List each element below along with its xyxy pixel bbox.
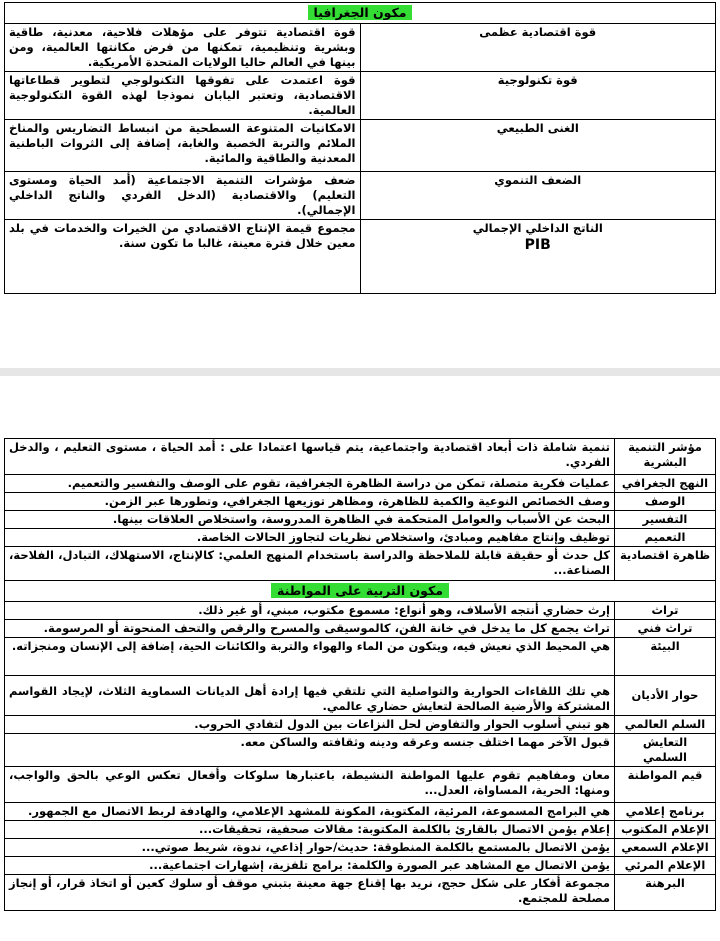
- term-cell: ظاهرة اقتصادية: [615, 547, 716, 581]
- definition-cell: عمليات فكرية متصلة، تمكن من دراسة الظاهرة الجغرافية، تقوم على الوصف والتفسير والتعميم.: [5, 475, 615, 493]
- geography-table: [4, 2, 716, 294]
- term-cell: قوة تكنولوجية: [360, 72, 716, 120]
- term-cell: قيم المواطنة: [615, 767, 716, 803]
- page-bottom: [0, 376, 720, 941]
- definition-cell: هي المحيط الذي نعيش فيه، ويتكون من الماء والهواء والتربة والكائنات الحية، إضافة إلى الإنسان ومنجزاته.: [5, 638, 615, 676]
- table-row: [5, 803, 716, 821]
- term-abbreviation: PIB: [524, 237, 551, 253]
- page-top: [0, 0, 720, 368]
- table-row: [5, 821, 716, 839]
- term-cell: الإعلام السمعي: [615, 839, 716, 857]
- definition-cell: قبول الآخر مهما اختلف جنسه وعرقه ودينه وثقافته والساكن معه.: [5, 734, 615, 767]
- term-cell: التعميم: [615, 529, 716, 547]
- term-cell: الوصف: [615, 493, 716, 511]
- definition-cell: الامكانيات المتنوعة السطحية من انبساط التضاريس والمناخ الملائم والتربة الخصبة والغابة، إضافة إلى الثروات الباطنية المعدنية والطاقية والمائية.: [5, 120, 361, 172]
- table-row: [5, 602, 716, 620]
- term-cell: تراث فني: [615, 620, 716, 638]
- table-row: [5, 767, 716, 803]
- definition-cell: تنمية شاملة ذات أبعاد اقتصادية واجتماعية، يتم قياسها اعتمادا على : أمد الحياة ، مستوى التعليم ، والدخل الفردي.: [5, 439, 615, 475]
- definition-cell: مجموع قيمة الإنتاج الاقتصادي من الخيرات والخدمات في بلد معين خلال فترة معينة، غالبا ما تكون سنة.: [5, 220, 361, 294]
- term-cell: البرهنة: [615, 875, 716, 911]
- definition-cell: مجموعة أفكار على شكل حجج، نريد بها إقناع جهة معينة بتبني موقف أو سلوك كعين أو اتخاذ قرار، أو إنجاز مصلحة للمجتمع.: [5, 875, 615, 911]
- table-row: [5, 620, 716, 638]
- table-row: [5, 547, 716, 581]
- term-cell: التعايش السلمي: [615, 734, 716, 767]
- term-cell: البيئة: [615, 638, 716, 676]
- table-row: [5, 716, 716, 734]
- term-cell: الإعلام المكتوب: [615, 821, 716, 839]
- definition-cell: قوة اقتصادية تتوفر على مؤهلات فلاحية، معدنية، طاقية وبشرية وتنظيمية، تمكنها من فرض مكانتها العالمية، ومن بينها في العالم حاليا الولايات المتحدة الأمريكية.: [5, 24, 361, 72]
- table-row: [5, 475, 716, 493]
- term-cell: التفسير: [615, 511, 716, 529]
- table-row: [5, 839, 716, 857]
- table-row: [5, 857, 716, 875]
- table-row: [5, 875, 716, 911]
- page-separator: [0, 368, 720, 376]
- definition-cell: البحث عن الأسباب والعوامل المتحكمة في الظاهرة المدروسة، واستخلاص العلاقات بينها.: [5, 511, 615, 529]
- term-text: الناتج الداخلي الإجمالي: [472, 221, 603, 235]
- term-cell: النهج الجغرافي: [615, 475, 716, 493]
- table-row: [5, 172, 716, 220]
- definition-cell: كل حدث أو حقيقة قابلة للملاحظة والدراسة باستخدام المنهج العلمي: كالإنتاج، الاستهلاك، التبادل، الفلاحة، الصناعة...: [5, 547, 615, 581]
- section-title-cell: [5, 581, 716, 602]
- definition-cell: تراث يجمع كل ما يدخل في خانة الفن، كالموسيقى والمسرح والرقص والتحف المنحوتة أو المرسومة.: [5, 620, 615, 638]
- definition-cell: معان ومفاهيم تقوم عليها المواطنة النشيطة، باعتبارها سلوكات وأفعال تعكس الوعي بالحق والواجب، ومنها: الحرية، المساواة، العدل...: [5, 767, 615, 803]
- term-cell: برنامج إعلامي: [615, 803, 716, 821]
- table-row: [5, 493, 716, 511]
- table-row: [5, 24, 716, 72]
- section-title: مكون الجغرافيا: [308, 5, 413, 20]
- term-cell: [360, 220, 716, 294]
- definition-cell: وصف الخصائص النوعية والكمية للظاهرة، ومظاهر توزيعها الجغرافي، وتطورها عبر الزمن.: [5, 493, 615, 511]
- definition-cell: هي البرامج المسموعة، المرئية، المكتوبة، المكونة للمشهد الإعلامي، والهادفة لربط الاتصال مع الجمهور.: [5, 803, 615, 821]
- definition-cell: إعلام يؤمن الاتصال بالقارئ بالكلمة المكتوبة: مقالات صحفية، تحقيقات...: [5, 821, 615, 839]
- table-row: [5, 439, 716, 475]
- definition-cell: يؤمن الاتصال مع المشاهد عبر الصورة والكلمة: برامج تلفزية، إشهارات اجتماعية...: [5, 857, 615, 875]
- table-row: [5, 120, 716, 172]
- section-title-cell: [5, 3, 716, 24]
- term-cell: مؤشر التنمية البشرية: [615, 439, 716, 475]
- citizenship-table: [4, 438, 716, 911]
- term-cell: حوار الأديان: [615, 676, 716, 716]
- definition-cell: هي تلك اللقاءات الحوارية والتواصلية التي تلتقي فيها إرادة أهل الديانات السماوية الثلاث، لإيجاد القواسم المشتركة والأرضية الصالحة لتعايش حضاري عالمي.: [5, 676, 615, 716]
- table-row: [5, 529, 716, 547]
- term-cell: الضعف التنموي: [360, 172, 716, 220]
- definition-cell: إرث حضاري أنتجه الأسلاف، وهو أنواع: مسموع مكتوب، مبني، أو غير ذلك.: [5, 602, 615, 620]
- definition-cell: يؤمن الاتصال بالمستمع بالكلمة المنطوقة: حديث/حوار إذاعي، ندوة، شريط صوتي...: [5, 839, 615, 857]
- section-title: مكون التربية على المواطنة: [271, 583, 449, 598]
- definition-cell: هو تبني أسلوب الحوار والتفاوض لحل النزاعات بين الدول لتفادي الحروب.: [5, 716, 615, 734]
- term-cell: تراث: [615, 602, 716, 620]
- definition-cell: ضعف مؤشرات التنمية الاجتماعية (أمد الحياة ومستوى التعليم) والاقتصادية (الدخل الفردي والناتج الداخلي الإجمالي).: [5, 172, 361, 220]
- table-row: [5, 734, 716, 767]
- term-cell: قوة اقتصادية عظمى: [360, 24, 716, 72]
- section-title-row: [5, 3, 716, 24]
- table-row: [5, 676, 716, 716]
- section-title-row: [5, 581, 716, 602]
- table-row: [5, 72, 716, 120]
- table-row: [5, 220, 716, 294]
- definition-cell: توظيف وإنتاج مفاهيم ومبادئ، واستخلاص نظريات لتجاوز الحالات الخاصة.: [5, 529, 615, 547]
- term-cell: السلم العالمي: [615, 716, 716, 734]
- term-cell: الغنى الطبيعي: [360, 120, 716, 172]
- table-row: [5, 638, 716, 676]
- term-cell: الإعلام المرئي: [615, 857, 716, 875]
- definition-cell: قوة اعتمدت على تفوقها التكنولوجي لتطوير قطاعاتها الاقتصادية، وتعتبر اليابان نموذجا لهذه القوة التكنولوجية العالمية.: [5, 72, 361, 120]
- table-row: [5, 511, 716, 529]
